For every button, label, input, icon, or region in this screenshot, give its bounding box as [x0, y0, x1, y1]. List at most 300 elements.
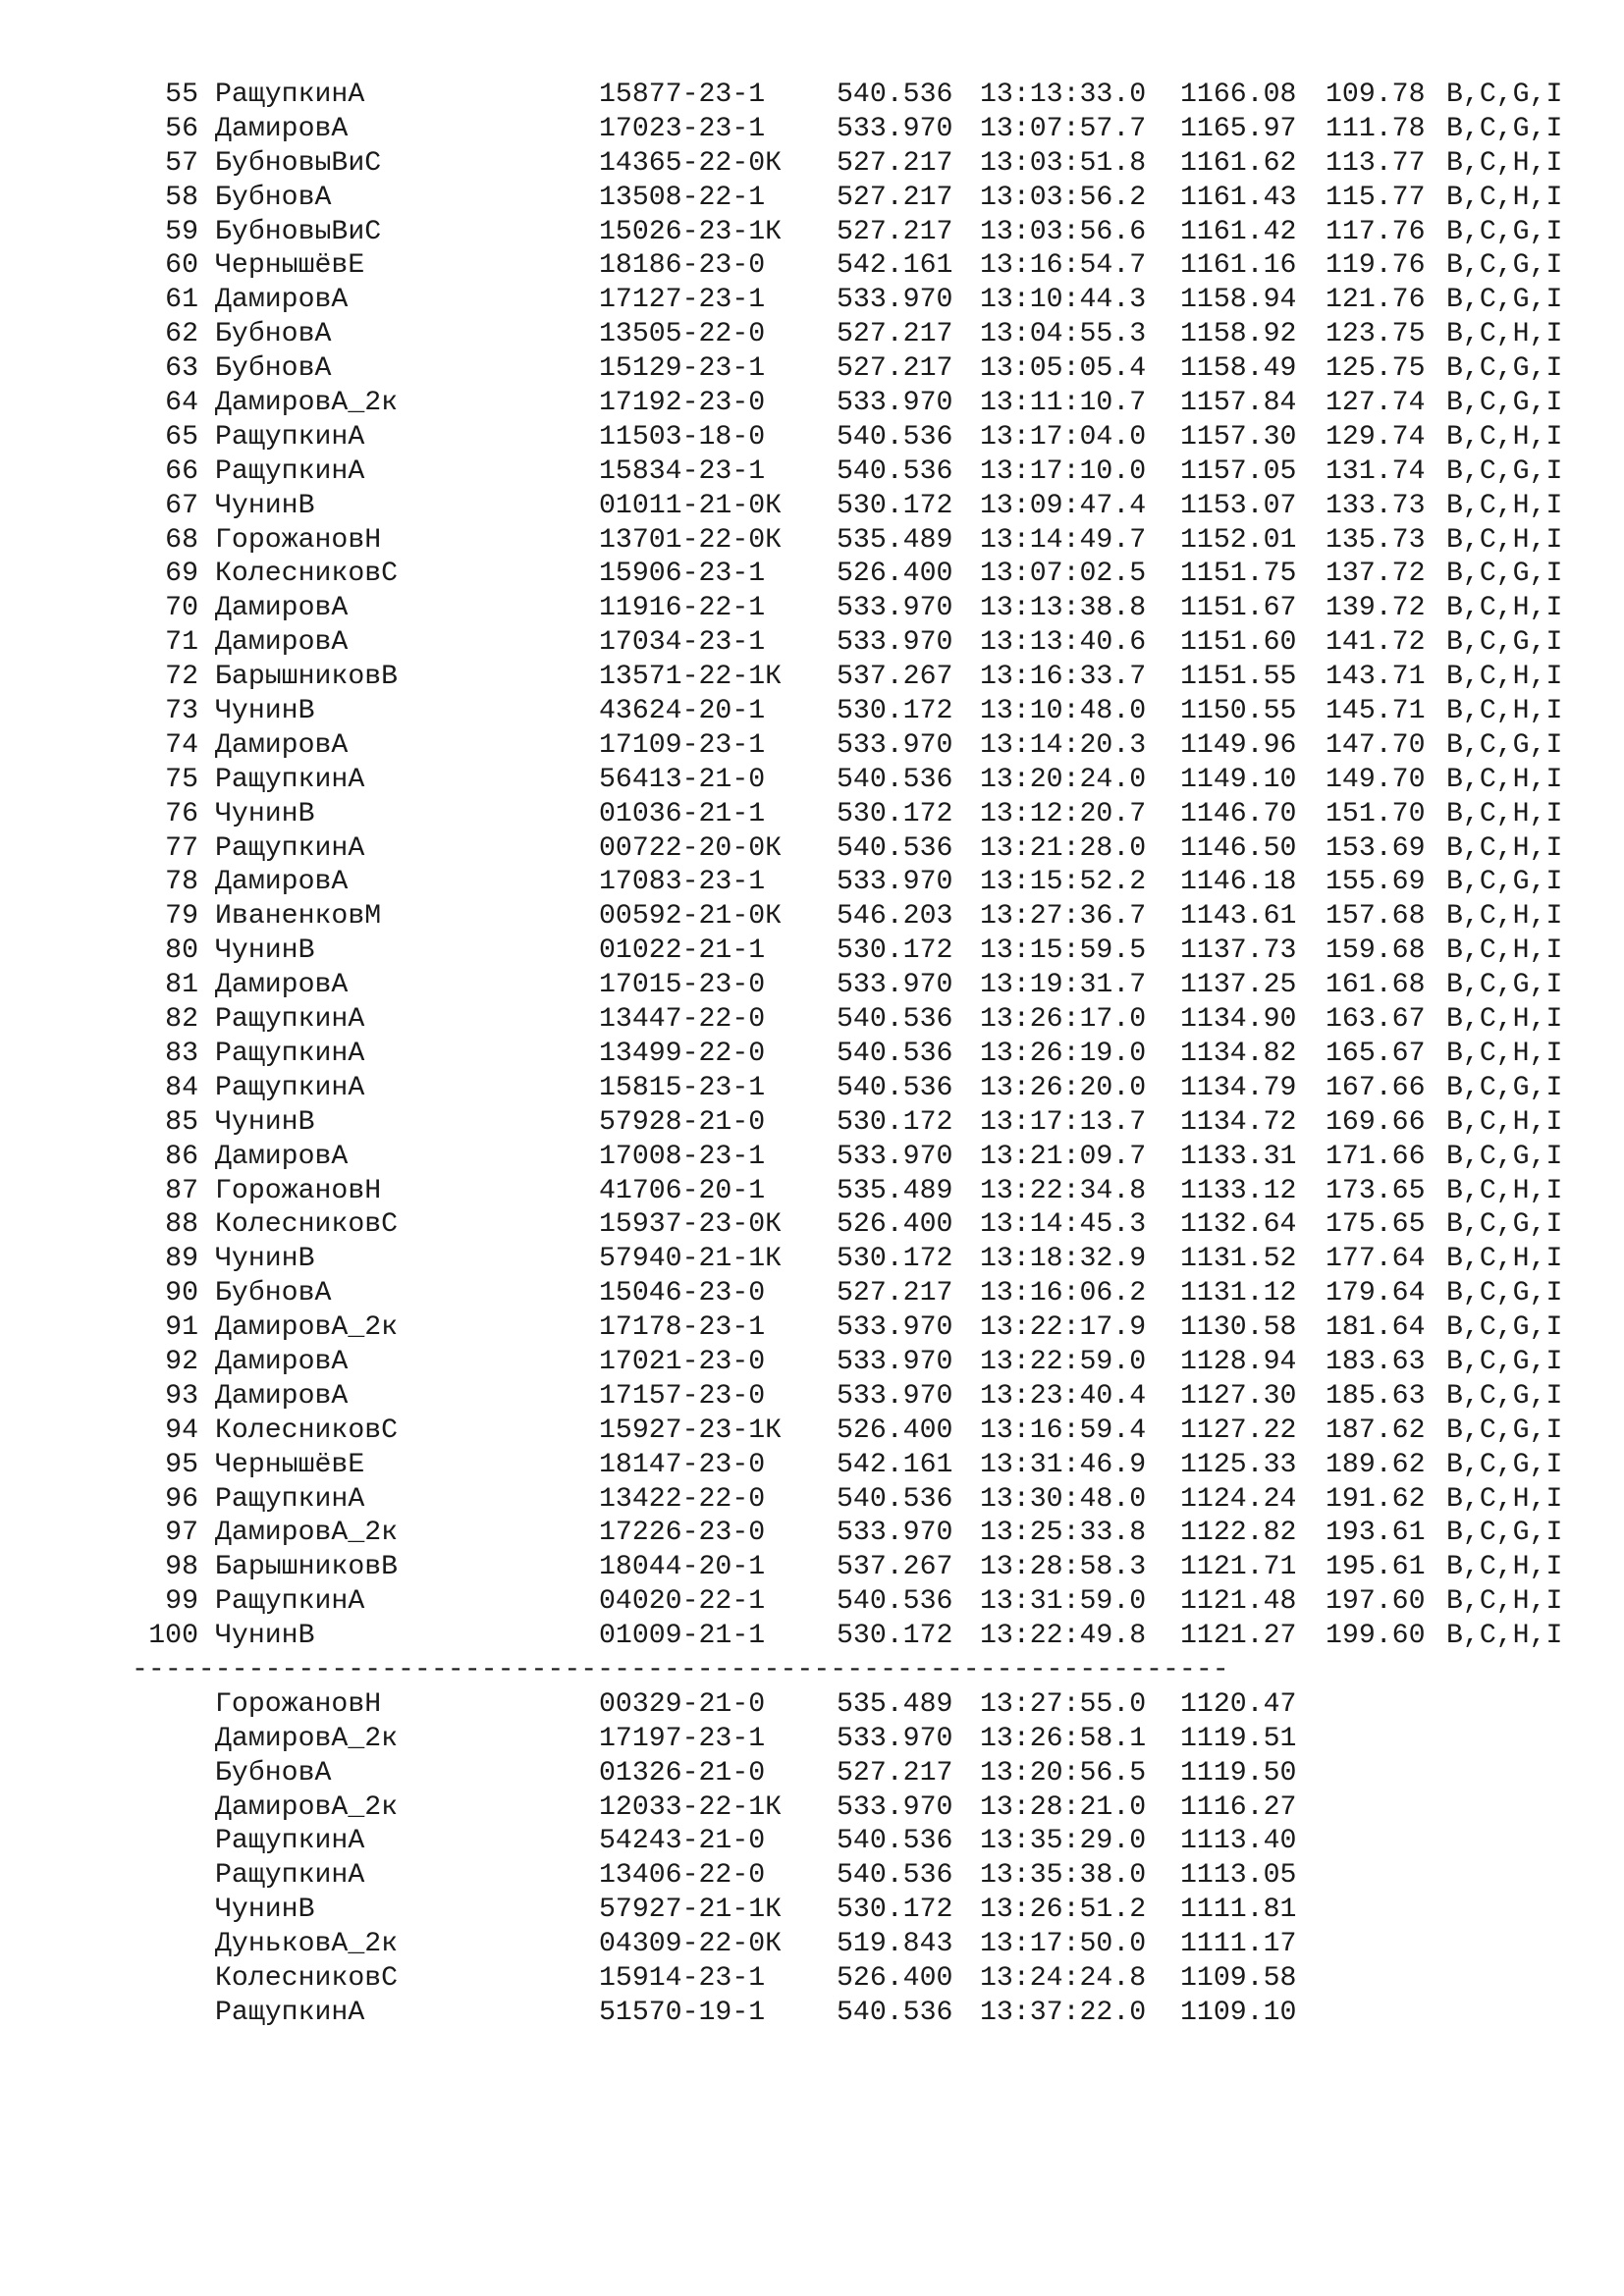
ring-number: 54243-21-0 [599, 1826, 766, 1857]
points-value: 165.67 [1326, 1038, 1426, 1069]
fancier-name: РащупкинА [215, 1004, 365, 1036]
flags-value: B,C,G,I [1446, 388, 1563, 419]
points-value: 185.63 [1326, 1380, 1426, 1412]
speed-value: 1161.62 [1180, 147, 1297, 179]
ranked-row [0, 969, 1624, 1003]
ranked-row [0, 1415, 1624, 1449]
ranked-row [0, 866, 1624, 900]
flags-value: B,C,H,I [1446, 1621, 1563, 1652]
distance-km: 530.172 [837, 490, 953, 521]
points-value: 197.60 [1326, 1586, 1426, 1618]
points-value: 199.60 [1326, 1621, 1426, 1652]
ring-number: 13499-22-0 [599, 1038, 766, 1069]
fancier-name: ЧунинВ [215, 798, 315, 829]
flags-value: B,C,H,I [1446, 490, 1563, 521]
ring-number: 17157-23-0 [599, 1380, 766, 1412]
ranked-row [0, 1551, 1624, 1585]
place-number: 87 [165, 1175, 198, 1206]
ring-number: 15815-23-1 [599, 1072, 766, 1103]
points-value: 137.72 [1326, 559, 1426, 590]
points-value: 143.71 [1326, 662, 1426, 693]
fancier-name: ДамировА [215, 729, 349, 761]
points-value: 113.77 [1326, 147, 1426, 179]
place-number: 83 [165, 1038, 198, 1069]
ring-number: 13571-22-1К [599, 662, 783, 693]
fancier-name: ГорожановН [215, 524, 382, 556]
speed-value: 1151.55 [1180, 662, 1297, 693]
flags-value: B,C,G,I [1446, 113, 1563, 144]
flags-value: B,C,H,I [1446, 1106, 1563, 1138]
place-number: 79 [165, 901, 198, 933]
distance-km: 533.970 [837, 1141, 953, 1172]
ring-number: 18186-23-0 [599, 250, 766, 282]
unranked-row [0, 1928, 1624, 1962]
arrival-time: 13:22:49.8 [980, 1621, 1147, 1652]
ring-number: 17034-23-1 [599, 627, 766, 659]
distance-km: 526.400 [837, 1209, 953, 1241]
place-number: 88 [165, 1209, 198, 1241]
ring-number: 57940-21-1К [599, 1244, 783, 1275]
points-value: 195.61 [1326, 1552, 1426, 1583]
fancier-name: ЧунинВ [215, 1621, 315, 1652]
fancier-name: ДамировА [215, 867, 349, 898]
fancier-name: БарышниковВ [215, 1552, 399, 1583]
place-number: 84 [165, 1072, 198, 1103]
ranked-row [0, 1311, 1624, 1346]
speed-value: 1151.60 [1180, 627, 1297, 659]
ranked-row [0, 626, 1624, 661]
fancier-name: КолесниковС [215, 1962, 399, 1994]
distance-km: 535.489 [837, 1175, 953, 1206]
speed-value: 1131.12 [1180, 1278, 1297, 1309]
arrival-time: 13:14:49.7 [980, 524, 1147, 556]
distance-km: 533.970 [837, 729, 953, 761]
points-value: 175.65 [1326, 1209, 1426, 1241]
arrival-time: 13:16:06.2 [980, 1278, 1147, 1309]
speed-value: 1122.82 [1180, 1518, 1297, 1549]
speed-value: 1149.10 [1180, 764, 1297, 795]
fancier-name: ЧунинВ [215, 490, 315, 521]
points-value: 145.71 [1326, 696, 1426, 727]
fancier-name: РащупкинА [215, 1072, 365, 1103]
place-number: 81 [165, 970, 198, 1001]
flags-value: B,C,G,I [1446, 1415, 1563, 1446]
arrival-time: 13:37:22.0 [980, 1997, 1147, 2028]
distance-km: 540.536 [837, 421, 953, 453]
speed-value: 1149.96 [1180, 729, 1297, 761]
distance-km: 533.970 [837, 1380, 953, 1412]
arrival-time: 13:09:47.4 [980, 490, 1147, 521]
arrival-time: 13:03:56.6 [980, 216, 1147, 247]
fancier-name: ЧунинВ [215, 1106, 315, 1138]
points-value: 111.78 [1326, 113, 1426, 144]
fancier-name: БубновыВиС [215, 147, 382, 179]
flags-value: B,C,G,I [1446, 1209, 1563, 1241]
speed-value: 1133.31 [1180, 1141, 1297, 1172]
fancier-name: БубновА [215, 319, 332, 350]
fancier-name: РащупкинА [215, 1860, 365, 1892]
speed-value: 1134.79 [1180, 1072, 1297, 1103]
arrival-time: 13:22:17.9 [980, 1312, 1147, 1344]
speed-value: 1113.05 [1180, 1860, 1297, 1892]
flags-value: B,C,G,I [1446, 1518, 1563, 1549]
flags-value: B,C,H,I [1446, 1038, 1563, 1069]
fancier-name: ГорожановН [215, 1175, 382, 1206]
speed-value: 1130.58 [1180, 1312, 1297, 1344]
speed-value: 1158.94 [1180, 285, 1297, 316]
ranked-row [0, 1346, 1624, 1380]
ring-number: 11916-22-1 [599, 593, 766, 624]
place-number: 90 [165, 1278, 198, 1309]
ranked-row [0, 695, 1624, 729]
speed-value: 1157.84 [1180, 388, 1297, 419]
speed-value: 1119.50 [1180, 1757, 1297, 1789]
arrival-time: 13:22:59.0 [980, 1346, 1147, 1377]
place-number: 62 [165, 319, 198, 350]
ranked-row [0, 661, 1624, 695]
flags-value: B,C,G,I [1446, 1278, 1563, 1309]
distance-km: 527.217 [837, 1278, 953, 1309]
arrival-time: 13:13:38.8 [980, 593, 1147, 624]
fancier-name: КолесниковС [215, 559, 399, 590]
fancier-name: КолесниковС [215, 1415, 399, 1446]
ranked-row [0, 934, 1624, 969]
distance-km: 533.970 [837, 1346, 953, 1377]
distance-km: 540.536 [837, 1860, 953, 1892]
place-number: 80 [165, 935, 198, 967]
distance-km: 533.970 [837, 627, 953, 659]
ranked-row [0, 1517, 1624, 1551]
ring-number: 15937-23-0К [599, 1209, 783, 1241]
points-value: 131.74 [1326, 455, 1426, 487]
arrival-time: 13:27:55.0 [980, 1688, 1147, 1720]
arrival-time: 13:13:33.0 [980, 80, 1147, 110]
fancier-name: ДуньковА_2к [215, 1929, 399, 1960]
distance-km: 540.536 [837, 1072, 953, 1103]
ring-number: 13701-22-0К [599, 524, 783, 556]
points-value: 181.64 [1326, 1312, 1426, 1344]
arrival-time: 13:03:56.2 [980, 182, 1147, 213]
ranked-row [0, 1141, 1624, 1175]
ring-number: 01036-21-1 [599, 798, 766, 829]
distance-km: 527.217 [837, 147, 953, 179]
ring-number: 17197-23-1 [599, 1723, 766, 1754]
place-number: 61 [165, 285, 198, 316]
fancier-name: ИваненковМ [215, 901, 382, 933]
ranked-row [0, 798, 1624, 832]
fancier-name: ДамировА [215, 285, 349, 316]
place-number: 98 [165, 1552, 198, 1583]
flags-value: B,C,H,I [1446, 1175, 1563, 1206]
speed-value: 1158.49 [1180, 353, 1297, 385]
ranked-row [0, 182, 1624, 216]
speed-value: 1119.51 [1180, 1723, 1297, 1754]
distance-km: 526.400 [837, 1962, 953, 1994]
distance-km: 530.172 [837, 1244, 953, 1275]
distance-km: 530.172 [837, 935, 953, 967]
ranked-row [0, 764, 1624, 798]
arrival-time: 13:31:46.9 [980, 1449, 1147, 1480]
arrival-time: 13:30:48.0 [980, 1483, 1147, 1515]
points-value: 159.68 [1326, 935, 1426, 967]
arrival-time: 13:26:19.0 [980, 1038, 1147, 1069]
ring-number: 00329-21-0 [599, 1688, 766, 1720]
separator-line [0, 1654, 1624, 1688]
ring-number: 15834-23-1 [599, 455, 766, 487]
ranked-row [0, 1003, 1624, 1038]
ring-number: 13505-22-0 [599, 319, 766, 350]
place-number: 70 [165, 593, 198, 624]
arrival-time: 13:03:51.8 [980, 147, 1147, 179]
place-number: 71 [165, 627, 198, 659]
ranked-row [0, 387, 1624, 421]
unranked-row [0, 1757, 1624, 1791]
fancier-name: ДамировА [215, 1346, 349, 1377]
points-value: 121.76 [1326, 285, 1426, 316]
flags-value: B,C,H,I [1446, 901, 1563, 933]
flags-value: B,C,G,I [1446, 1072, 1563, 1103]
ring-number: 00722-20-0К [599, 832, 783, 864]
fancier-name: РащупкинА [215, 1826, 365, 1857]
place-number: 100 [148, 1621, 198, 1652]
fancier-name: ДамировА [215, 593, 349, 624]
speed-value: 1161.16 [1180, 250, 1297, 282]
ring-number: 15046-23-0 [599, 1278, 766, 1309]
ranked-row [0, 1449, 1624, 1483]
arrival-time: 13:16:33.7 [980, 662, 1147, 693]
unranked-row [0, 1997, 1624, 2031]
fancier-name: ЧернышёвЕ [215, 1449, 365, 1480]
distance-km: 527.217 [837, 182, 953, 213]
arrival-time: 13:35:38.0 [980, 1860, 1147, 1892]
unranked-row [0, 1825, 1624, 1859]
place-number: 91 [165, 1312, 198, 1344]
distance-km: 530.172 [837, 696, 953, 727]
fancier-name: ДамировА [215, 113, 349, 144]
ring-number: 41706-20-1 [599, 1175, 766, 1206]
flags-value: B,C,G,I [1446, 970, 1563, 1001]
ranked-row [0, 1380, 1624, 1415]
fancier-name: РащупкинА [215, 1483, 365, 1515]
distance-km: 540.536 [837, 1997, 953, 2028]
speed-value: 1121.27 [1180, 1621, 1297, 1652]
ring-number: 15906-23-1 [599, 559, 766, 590]
distance-km: 533.970 [837, 388, 953, 419]
flags-value: B,C,G,I [1446, 1141, 1563, 1172]
place-number: 99 [165, 1586, 198, 1618]
ranked-row [0, 1277, 1624, 1311]
distance-km: 540.536 [837, 1004, 953, 1036]
ranked-row [0, 729, 1624, 764]
ranked-row [0, 79, 1624, 113]
speed-value: 1131.52 [1180, 1244, 1297, 1275]
points-value: 169.66 [1326, 1106, 1426, 1138]
ranked-row [0, 421, 1624, 455]
speed-value: 1137.73 [1180, 935, 1297, 967]
points-value: 193.61 [1326, 1518, 1426, 1549]
speed-value: 1161.42 [1180, 216, 1297, 247]
unranked-row [0, 1859, 1624, 1894]
flags-value: B,C,G,I [1446, 559, 1563, 590]
ring-number: 15877-23-1 [599, 80, 766, 110]
ranked-row [0, 1620, 1624, 1654]
speed-value: 1166.08 [1180, 80, 1297, 110]
arrival-time: 13:26:51.2 [980, 1895, 1147, 1926]
speed-value: 1146.18 [1180, 867, 1297, 898]
points-value: 173.65 [1326, 1175, 1426, 1206]
place-number: 74 [165, 729, 198, 761]
arrival-time: 13:27:36.7 [980, 901, 1147, 933]
ring-number: 17109-23-1 [599, 729, 766, 761]
ranked-row [0, 113, 1624, 147]
fancier-name: ДамировА_2к [215, 1312, 399, 1344]
flags-value: B,C,G,I [1446, 627, 1563, 659]
arrival-time: 13:21:28.0 [980, 832, 1147, 864]
place-number: 95 [165, 1449, 198, 1480]
arrival-time: 13:28:58.3 [980, 1552, 1147, 1583]
fancier-name: ЧернышёвЕ [215, 250, 365, 282]
points-value: 147.70 [1326, 729, 1426, 761]
ring-number: 15914-23-1 [599, 1962, 766, 1994]
distance-km: 537.267 [837, 662, 953, 693]
distance-km: 527.217 [837, 319, 953, 350]
flags-value: B,C,G,I [1446, 285, 1563, 316]
points-value: 125.75 [1326, 353, 1426, 385]
arrival-time: 13:24:24.8 [980, 1962, 1147, 1994]
arrival-time: 13:25:33.8 [980, 1518, 1147, 1549]
speed-value: 1121.48 [1180, 1586, 1297, 1618]
distance-km: 535.489 [837, 524, 953, 556]
speed-value: 1153.07 [1180, 490, 1297, 521]
arrival-time: 13:15:52.2 [980, 867, 1147, 898]
unranked-results-list [0, 1688, 1624, 2031]
speed-value: 1151.75 [1180, 559, 1297, 590]
speed-value: 1120.47 [1180, 1688, 1297, 1720]
distance-km: 540.536 [837, 1586, 953, 1618]
points-value: 109.78 [1326, 80, 1426, 110]
ring-number: 17226-23-0 [599, 1518, 766, 1549]
place-number: 82 [165, 1004, 198, 1036]
arrival-time: 13:05:05.4 [980, 353, 1147, 385]
ring-number: 17008-23-1 [599, 1141, 766, 1172]
arrival-time: 13:15:59.5 [980, 935, 1147, 967]
place-number: 86 [165, 1141, 198, 1172]
ranked-row [0, 1483, 1624, 1518]
ranked-row [0, 1585, 1624, 1620]
place-number: 72 [165, 662, 198, 693]
arrival-time: 13:04:55.3 [980, 319, 1147, 350]
points-value: 191.62 [1326, 1483, 1426, 1515]
arrival-time: 13:13:40.6 [980, 627, 1147, 659]
arrival-time: 13:11:10.7 [980, 388, 1147, 419]
unranked-row [0, 1962, 1624, 1997]
speed-value: 1128.94 [1180, 1346, 1297, 1377]
ranked-row [0, 1106, 1624, 1141]
points-value: 141.72 [1326, 627, 1426, 659]
fancier-name: ДамировА [215, 627, 349, 659]
speed-value: 1158.92 [1180, 319, 1297, 350]
speed-value: 1132.64 [1180, 1209, 1297, 1241]
fancier-name: ЧунинВ [215, 1895, 315, 1926]
arrival-time: 13:20:24.0 [980, 764, 1147, 795]
ranked-row [0, 455, 1624, 490]
unranked-row [0, 1688, 1624, 1723]
ring-number: 01326-21-0 [599, 1757, 766, 1789]
speed-value: 1111.81 [1180, 1895, 1297, 1926]
arrival-time: 13:19:31.7 [980, 970, 1147, 1001]
ring-number: 57928-21-0 [599, 1106, 766, 1138]
ring-number: 56413-21-0 [599, 764, 766, 795]
distance-km: 537.267 [837, 1552, 953, 1583]
place-number: 64 [165, 388, 198, 419]
points-value: 149.70 [1326, 764, 1426, 795]
distance-km: 519.843 [837, 1929, 953, 1960]
place-number: 57 [165, 147, 198, 179]
ring-number: 13508-22-1 [599, 182, 766, 213]
speed-value: 1134.72 [1180, 1106, 1297, 1138]
arrival-time: 13:22:34.8 [980, 1175, 1147, 1206]
arrival-time: 13:31:59.0 [980, 1586, 1147, 1618]
distance-km: 540.536 [837, 1038, 953, 1069]
ring-number: 01009-21-1 [599, 1621, 766, 1652]
ring-number: 57927-21-1К [599, 1895, 783, 1926]
place-number: 96 [165, 1483, 198, 1515]
place-number: 92 [165, 1346, 198, 1377]
points-value: 189.62 [1326, 1449, 1426, 1480]
fancier-name: БубновыВиС [215, 216, 382, 247]
points-value: 117.76 [1326, 216, 1426, 247]
ring-number: 15129-23-1 [599, 353, 766, 385]
place-number: 55 [165, 80, 198, 110]
flags-value: B,C,H,I [1446, 1244, 1563, 1275]
points-value: 157.68 [1326, 901, 1426, 933]
fancier-name: ЧунинВ [215, 1244, 315, 1275]
arrival-time: 13:17:13.7 [980, 1106, 1147, 1138]
ranked-row [0, 900, 1624, 934]
fancier-name: БубновА [215, 1757, 332, 1789]
place-number: 65 [165, 421, 198, 453]
points-value: 123.75 [1326, 319, 1426, 350]
fancier-name: БубновА [215, 353, 332, 385]
flags-value: B,C,H,I [1446, 798, 1563, 829]
ranked-row [0, 216, 1624, 250]
arrival-time: 13:28:21.0 [980, 1791, 1147, 1823]
distance-km: 540.536 [837, 455, 953, 487]
ring-number: 04309-22-0К [599, 1929, 783, 1960]
distance-km: 530.172 [837, 798, 953, 829]
fancier-name: ДамировА [215, 970, 349, 1001]
place-number: 68 [165, 524, 198, 556]
ring-number: 12033-22-1К [599, 1791, 783, 1823]
arrival-time: 13:18:32.9 [980, 1244, 1147, 1275]
results-document [0, 79, 1624, 2031]
ranked-row [0, 352, 1624, 387]
arrival-time: 13:26:58.1 [980, 1723, 1147, 1754]
points-value: 135.73 [1326, 524, 1426, 556]
ring-number: 13447-22-0 [599, 1004, 766, 1036]
ranked-row [0, 524, 1624, 559]
arrival-time: 13:17:10.0 [980, 455, 1147, 487]
points-value: 177.64 [1326, 1244, 1426, 1275]
points-value: 167.66 [1326, 1072, 1426, 1103]
unranked-row [0, 1791, 1624, 1826]
distance-km: 540.536 [837, 764, 953, 795]
flags-value: B,C,G,I [1446, 455, 1563, 487]
speed-value: 1134.82 [1180, 1038, 1297, 1069]
points-value: 133.73 [1326, 490, 1426, 521]
speed-value: 1152.01 [1180, 524, 1297, 556]
flags-value: B,C,H,I [1446, 319, 1563, 350]
